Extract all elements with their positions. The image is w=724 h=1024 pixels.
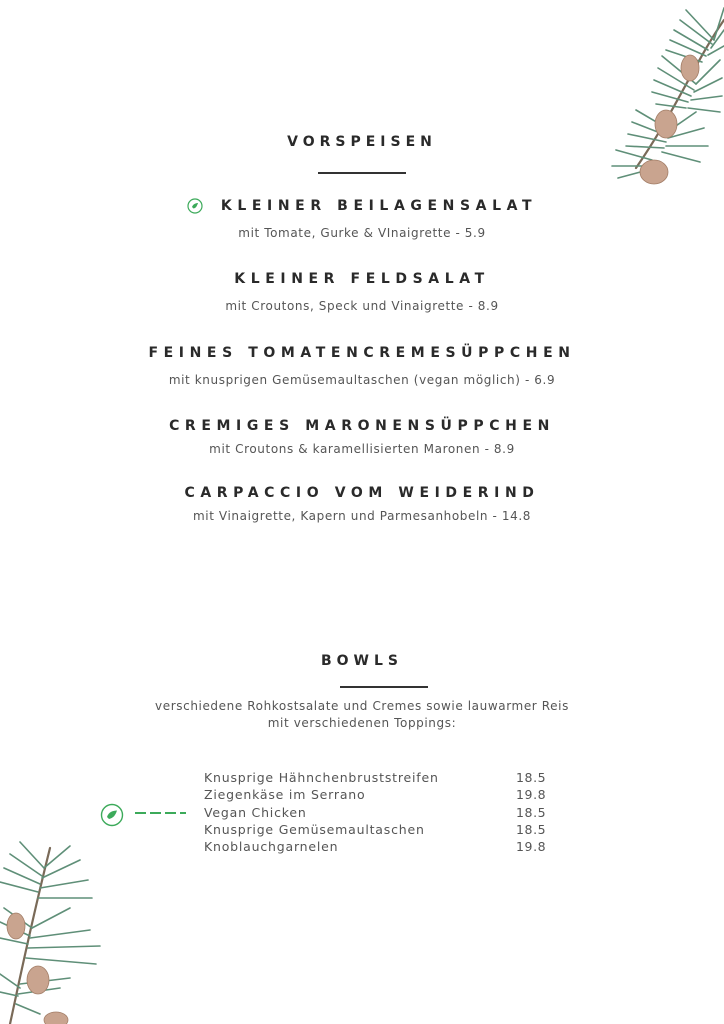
dish-name: KLEINER FELDSALAT xyxy=(234,271,490,287)
dish-description: mit Vinaigrette, Kapern und Parmesanhobeln - 14.8 xyxy=(192,509,532,523)
vegan-marker-dash xyxy=(180,812,186,814)
topping-price: 18.5 xyxy=(516,822,547,837)
topping-name: Knusprige Hähnchenbruststreifen xyxy=(204,770,439,785)
topping-price: 18.5 xyxy=(516,805,547,820)
pine-branch-icon xyxy=(596,0,724,190)
topping-price: 19.8 xyxy=(516,839,547,854)
section-divider xyxy=(318,172,406,174)
vegan-badge-icon xyxy=(187,198,203,214)
bowls-intro-line: mit verschiedenen Toppings: xyxy=(267,716,457,730)
menu-item xyxy=(0,198,724,219)
topping-name: Knusprige Gemüsemaultaschen xyxy=(204,822,425,837)
vegan-marker-dash xyxy=(165,812,176,814)
vegan-marker-dash xyxy=(150,812,161,814)
bowls-intro xyxy=(0,698,724,732)
topping-name: Ziegenkäse im Serrano xyxy=(204,787,366,802)
dish-name: CREMIGES MARONENSÜPPCHEN xyxy=(169,418,555,434)
dish-description: mit Croutons & karamellisierten Maronen - 8.9 xyxy=(209,442,515,456)
dish-name: FEINES TOMATENCREMESÜPPCHEN xyxy=(148,345,576,361)
dish-name: CARPACCIO VOM WEIDERIND xyxy=(184,485,540,501)
topping-price: 19.8 xyxy=(516,787,547,802)
topping-name: Knoblauchgarnelen xyxy=(204,839,339,854)
topping-price: 18.5 xyxy=(516,770,547,785)
dish-name: KLEINER BEILAGENSALAT xyxy=(220,198,538,214)
dish-description: mit Croutons, Speck und Vinaigrette - 8.9 xyxy=(225,299,499,313)
vegan-badge-icon xyxy=(100,803,124,827)
vegan-marker-dash xyxy=(135,812,146,814)
dish-description: mit Tomate, Gurke & VInaigrette - 5.9 xyxy=(238,226,486,240)
dish-description: mit knusprigen Gemüsemaultaschen (vegan möglich) - 6.9 xyxy=(168,373,556,387)
pine-branch-icon xyxy=(0,838,110,1024)
topping-name: Vegan Chicken xyxy=(204,805,307,820)
section-title-bowls: BOWLS xyxy=(320,653,404,669)
section-divider xyxy=(340,686,428,688)
bowls-intro-line: verschiedene Rohkostsalate und Cremes sowie lauwarmer Reis xyxy=(155,699,569,713)
section-title-vorspeisen: VORSPEISEN xyxy=(287,134,437,150)
